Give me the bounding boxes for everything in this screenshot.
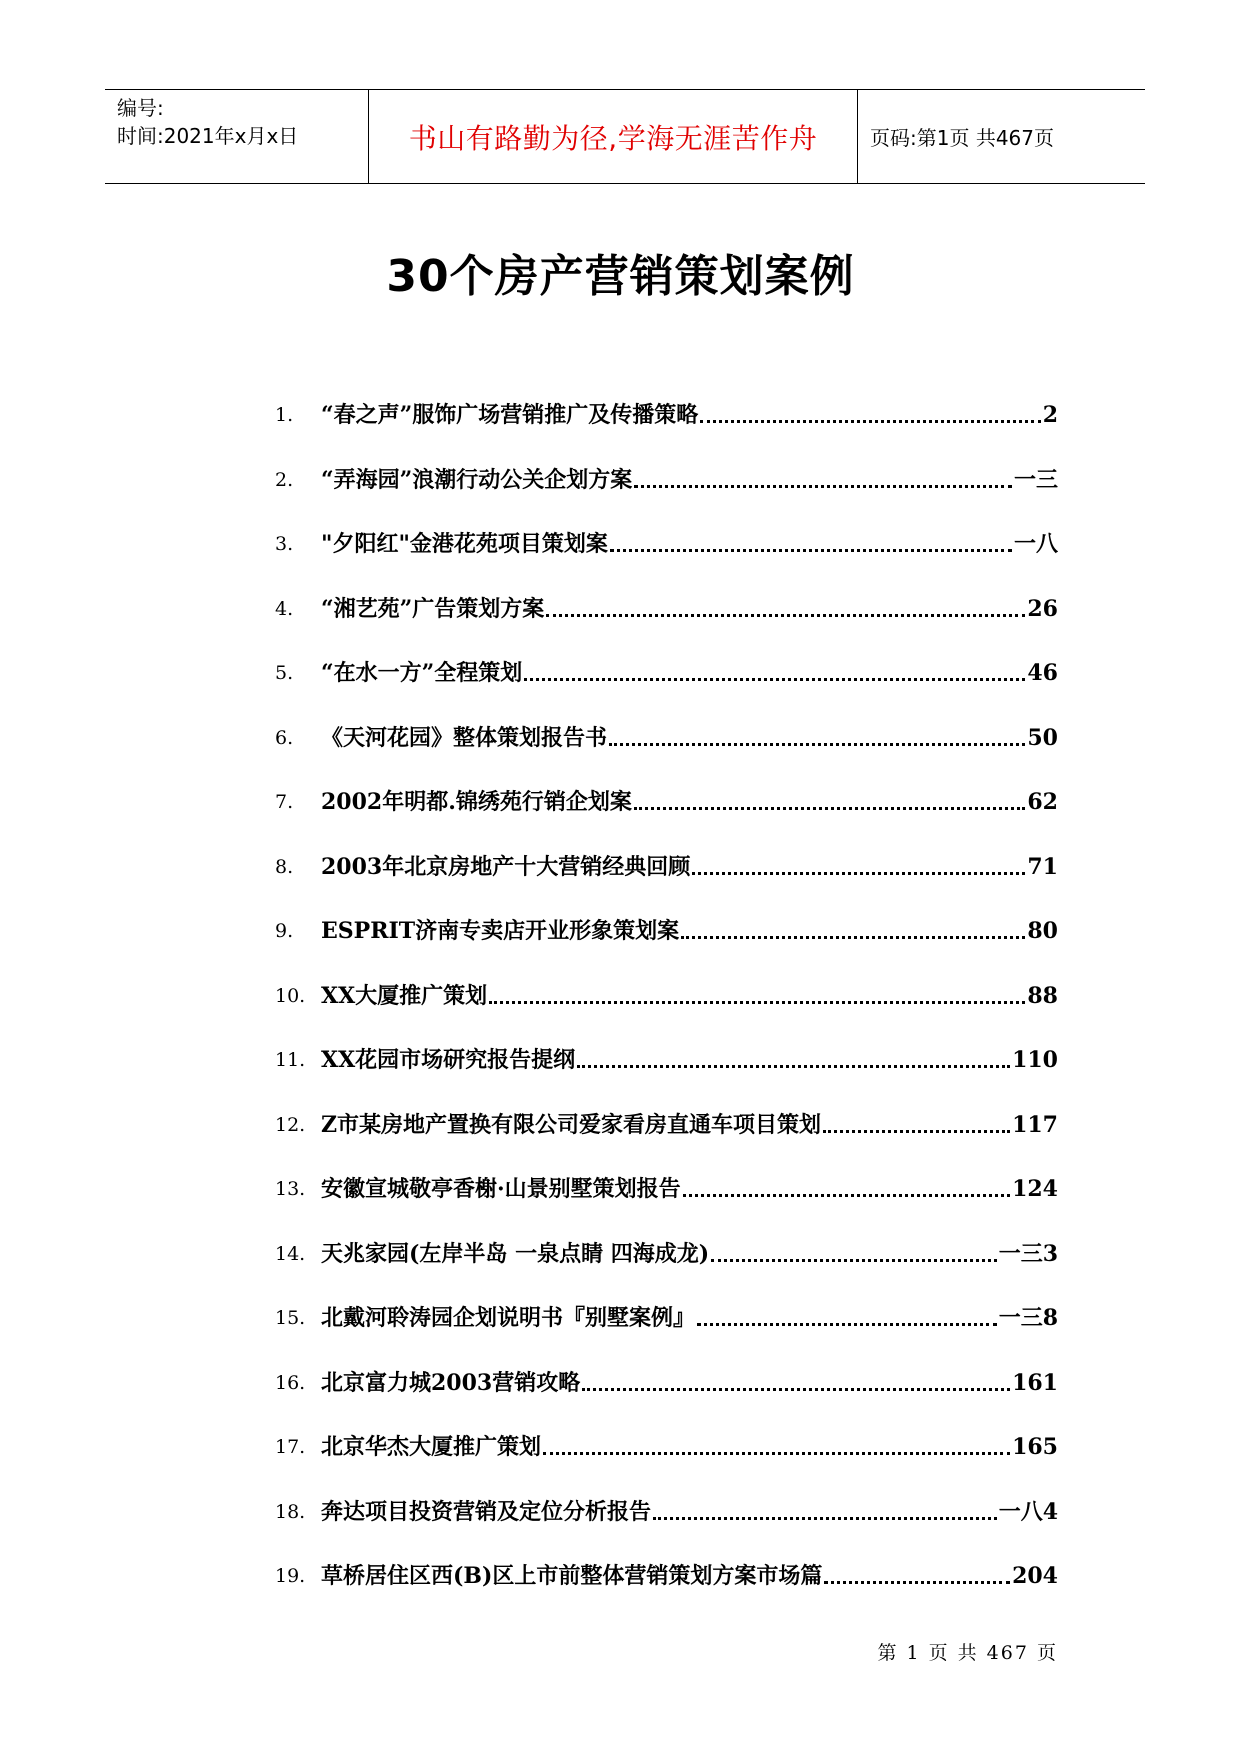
toc-item[interactable]	[275, 1422, 1058, 1462]
toc-item-page: 一八4	[998, 1498, 1058, 1525]
toc-item-number: 3.	[275, 533, 294, 555]
toc-item[interactable]	[275, 390, 1058, 430]
toc-item-number: 1.	[275, 404, 294, 426]
toc-item-page: 一三8	[998, 1305, 1058, 1331]
toc-item-number: 15.	[275, 1307, 306, 1329]
toc-item-number: 13.	[275, 1178, 306, 1200]
toc-item-page: 2	[1042, 402, 1058, 428]
toc-item[interactable]	[275, 1551, 1058, 1591]
toc-item-number: 14.	[275, 1242, 306, 1265]
toc-leader-dots	[711, 1259, 997, 1262]
toc-item[interactable]	[275, 713, 1058, 753]
toc-item-number: 19.	[275, 1565, 306, 1587]
toc-item-title: “在水一方”全程策划	[321, 660, 523, 686]
toc-leader-dots	[582, 1388, 1010, 1391]
serial-label: 编号:	[117, 96, 164, 120]
toc-item[interactable]	[275, 971, 1058, 1011]
page-footer: 第 1 页 共 467 页	[877, 1642, 1058, 1664]
toc-item-title: 《天河花园》整体策划报告书	[321, 724, 608, 751]
toc-item-title: 天兆家园(左岸半岛 一泉点睛 四海成龙)	[321, 1240, 710, 1267]
toc-item-number: 10.	[275, 984, 306, 1007]
toc-item-number: 8.	[275, 855, 294, 878]
toc-item-page: 26	[1027, 595, 1058, 622]
toc-item[interactable]	[275, 777, 1058, 817]
toc-item-number: 4.	[275, 597, 294, 620]
time-label: 时间:2021年x月x日	[117, 124, 299, 148]
toc-item-number: 16.	[275, 1371, 306, 1394]
toc-item-page: 124	[1012, 1176, 1058, 1202]
toc-item-title: XX大厦推广策划	[321, 982, 488, 1009]
toc-item-title: 北戴河聆涛园企划说明书『别墅案例』	[321, 1305, 696, 1331]
toc-item[interactable]	[275, 842, 1058, 882]
toc-item-page: 50	[1027, 724, 1058, 751]
toc-leader-dots	[577, 1065, 1010, 1068]
toc-item-page: 71	[1027, 853, 1058, 880]
toc-item-title: 奔达项目投资营销及定位分析报告	[321, 1498, 652, 1525]
toc-leader-dots	[489, 1001, 1025, 1004]
toc-leader-dots	[524, 678, 1025, 681]
toc-item[interactable]	[275, 1035, 1058, 1075]
toc-item-number: 5.	[275, 662, 294, 684]
toc-item-title: “春之声”服饰广场营销推广及传播策略	[321, 402, 699, 428]
document-title: 30个房产营销策划案例	[386, 251, 855, 302]
toc-leader-dots	[697, 1323, 997, 1326]
toc-leader-dots	[683, 1194, 1010, 1197]
toc-item-title: “湘艺苑”广告策划方案	[321, 595, 545, 622]
toc-item-title: 北京华杰大厦推广策划	[321, 1434, 542, 1460]
toc-item-page: 117	[1012, 1111, 1058, 1138]
toc-item-number: 12.	[275, 1113, 306, 1136]
toc-item-number: 2.	[275, 468, 294, 491]
toc-item-title: 2002年明都.锦绣苑行销企划案	[321, 789, 632, 815]
toc-leader-dots	[692, 872, 1025, 875]
toc-item-title: "夕阳红"金港花苑项目策划案	[321, 531, 608, 557]
toc-item-title: 草桥居住区西(B)区上市前整体营销策划方案市场篇	[321, 1563, 823, 1589]
toc-item-page: 一八	[1013, 531, 1058, 557]
toc-leader-dots	[610, 549, 1012, 552]
toc-item-page: 46	[1027, 660, 1058, 686]
toc-item-title: XX花园市场研究报告提纲	[321, 1047, 576, 1073]
toc-item-page: 一三	[1013, 466, 1058, 493]
toc-leader-dots	[609, 743, 1025, 746]
toc-item[interactable]	[275, 519, 1058, 559]
header-meta	[105, 90, 369, 183]
toc-item[interactable]	[275, 1164, 1058, 1204]
toc-item-page: 80	[1027, 918, 1058, 944]
toc-item-number: 11.	[275, 1049, 306, 1071]
toc-item[interactable]	[275, 648, 1058, 688]
toc-item[interactable]	[275, 1293, 1058, 1333]
toc-item-page: 110	[1012, 1047, 1058, 1073]
toc-item[interactable]	[275, 1358, 1058, 1398]
toc-leader-dots	[546, 614, 1025, 617]
toc-item-page: 161	[1012, 1369, 1058, 1396]
toc-leader-dots	[543, 1452, 1010, 1455]
toc-item[interactable]	[275, 584, 1058, 624]
toc-leader-dots	[824, 1581, 1010, 1584]
toc-item-number: 7.	[275, 791, 294, 813]
toc-leader-dots	[653, 1517, 997, 1520]
header-page-code: 页码:第1页 共467页	[870, 126, 1054, 150]
toc-item-number: 6.	[275, 726, 294, 749]
toc-item-title: 北京富力城2003营销攻略	[321, 1369, 581, 1396]
toc-leader-dots	[681, 936, 1025, 939]
toc-item-page: 165	[1012, 1434, 1058, 1460]
toc-item[interactable]	[275, 1229, 1058, 1269]
toc-item[interactable]	[275, 1487, 1058, 1527]
toc-item-title: ESPRIT济南专卖店开业形象策划案	[321, 918, 680, 944]
toc-item-number: 9.	[275, 920, 294, 942]
toc-item-page: 88	[1027, 982, 1058, 1009]
toc-item-page: 62	[1027, 789, 1058, 815]
toc-leader-dots	[823, 1130, 1010, 1133]
toc-item-title: 安徽宣城敬亭香榭·山景别墅策划报告	[321, 1176, 681, 1202]
toc-item-page: 204	[1012, 1563, 1058, 1589]
toc-leader-dots	[634, 485, 1012, 488]
toc-leader-dots	[700, 420, 1040, 423]
toc-item-number: 17.	[275, 1436, 306, 1458]
toc-item[interactable]	[275, 906, 1058, 946]
toc-item-page: 一三3	[998, 1240, 1058, 1267]
toc-leader-dots	[634, 807, 1025, 810]
toc-item[interactable]	[275, 455, 1058, 495]
page-header	[105, 89, 1145, 184]
toc-item-title: “弄海园”浪潮行动公关企划方案	[321, 466, 633, 493]
toc-item-title: 2003年北京房地产十大营销经典回顾	[321, 853, 691, 880]
header-motto: 书山有路勤为径,学海无涯苦作舟	[369, 90, 858, 183]
toc-item-number: 18.	[275, 1500, 306, 1523]
toc-item[interactable]	[275, 1100, 1058, 1140]
toc-item-title: Z市某房地产置换有限公司爱家看房直通车项目策划	[321, 1111, 822, 1138]
